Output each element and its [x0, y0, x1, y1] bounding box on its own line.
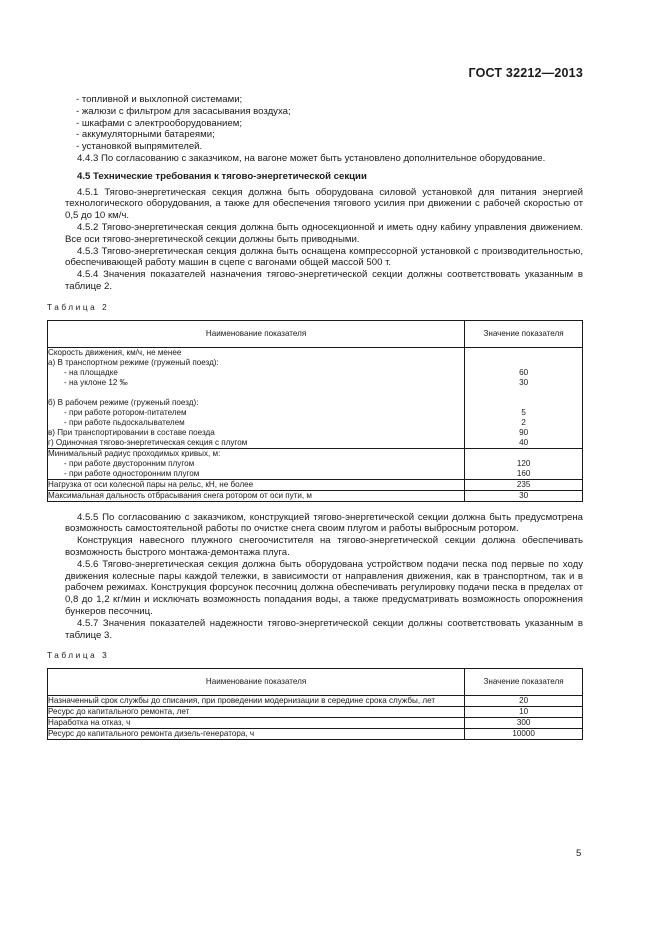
- column-header: Значение показателя: [465, 320, 583, 347]
- list-item: - топливной и выхлопной системами;: [76, 94, 243, 105]
- table-2: [47, 320, 583, 502]
- table-header-row: [48, 320, 583, 347]
- column-header: Наименование показателя: [48, 669, 465, 696]
- table-cell-value: [465, 448, 583, 479]
- table-row: [48, 707, 583, 718]
- table-row: [48, 718, 583, 729]
- page-number: 5: [576, 848, 582, 859]
- bullet-list: [65, 94, 583, 153]
- table-row: [48, 448, 583, 479]
- row-label: Скорость движения, км/ч, не менее: [48, 347, 182, 357]
- table-cell-label: Ресурс до капитального ремонта дизель-генератора, ч: [48, 729, 465, 740]
- table-3-caption: Таблица 3: [47, 651, 110, 661]
- column-header: Значение показателя: [465, 669, 583, 696]
- table-cell-value: 20: [465, 696, 583, 707]
- row-label: г) Одиночная тягово-энергетическая секция с плугом: [48, 437, 248, 447]
- list-item: - аккумуляторными батареями;: [76, 129, 215, 141]
- table-cell-label: Нагрузка от оси колесной пары на рельс, кН, не более: [48, 479, 465, 490]
- paragraph-4-5-3: 4.5.3 Тягово-энергетическая секция должна быть оснащена компрессорной установкой с производительностью, обеспечивающей работу машин в сцепе с вагонами общей массой 500 т.: [65, 245, 583, 269]
- row-value: 2: [521, 417, 526, 427]
- table-row: [48, 490, 583, 501]
- row-label: - на площадке: [64, 367, 118, 377]
- row-value: 5: [521, 407, 526, 417]
- table-row: [48, 729, 583, 740]
- paragraph-plow: Конструкция навесного плужного снегоочистителя на тягово-энергетической секции должна обеспечивать возможность быстрого монтажа-демонтажа плуга.: [65, 535, 583, 558]
- column-header: Наименование показателя: [48, 320, 465, 347]
- table-cell-value: 30: [465, 490, 583, 501]
- row-label: - при работе двусторонним плугом: [64, 458, 195, 468]
- list-item: - установкой выпрямителей.: [76, 141, 203, 153]
- table-cell-label: [48, 347, 465, 448]
- section-heading-4-5: 4.5 Технические требования к тягово-энергетической секции: [77, 170, 367, 182]
- paragraph-4-5-4: 4.5.4 Значения показателей назначения тягово-энергетической секции должны соответствовать указанным в таблице 2.: [65, 269, 583, 292]
- row-value: 40: [519, 437, 529, 447]
- table-cell-label: Наработка на отказ, ч: [48, 718, 465, 729]
- table-row: [48, 479, 583, 490]
- list-item: - шкафами с электрооборудованием;: [76, 117, 242, 129]
- table-row: [48, 696, 583, 707]
- list-item: - жалюзи с фильтром для засасывания воздуха;: [76, 105, 291, 117]
- row-label: - на уклоне 12 ‰: [64, 377, 128, 387]
- row-label: в) При транспортировании в составе поезда: [48, 427, 215, 437]
- document-header: ГОСТ 32212—2013: [468, 66, 583, 80]
- table-cell-label: Ресурс до капитального ремонта, лет: [48, 707, 465, 718]
- row-value: 160: [516, 468, 531, 478]
- row-value: 90: [519, 427, 529, 437]
- table-2-caption: Таблица 2: [47, 302, 110, 312]
- row-label: - при работе пьдоскалывателем: [64, 417, 185, 427]
- row-label: а) В транспортном режиме (груженый поезд):: [48, 357, 219, 367]
- row-value: 30: [519, 377, 529, 387]
- table-cell-label: Максимальная дальность отбрасывания снега ротором от оси пути, м: [48, 490, 465, 501]
- table-cell-label: Назначенный срок службы до списания, при проведении модернизации в середине срока службы, лет: [48, 696, 465, 707]
- table-cell-value: 10: [465, 707, 583, 718]
- paragraph-4-5-7: 4.5.7 Значения показателей надежности тягово-энергетической секции должны соответствовать указанным в таблице 3.: [65, 617, 583, 641]
- document-body: [47, 94, 583, 740]
- table-3: [47, 668, 583, 740]
- row-label: - при работе односторонним плугом: [64, 468, 200, 478]
- table-header-row: [48, 669, 583, 696]
- row-label: б) В рабочем режиме (груженый поезд):: [48, 397, 199, 407]
- paragraph-4-5-6: 4.5.6 Тягово-энергетическая секция должна быть оборудована устройством подачи песка под первые по ходу движения колесные пары каждой тележки, в зависимости от направления движения, как в транспортном, так и в рабочем режимах. Конструкция форсунок песочниц должна обеспечивать регулировку подачи песка в пределах от 0,8 до 1,2 кг/мин и исключать возможность попадания воды, а также предусматривать возможность опорожнения бункеров песочниц.: [65, 558, 583, 617]
- paragraph-4-4-3: 4.4.3 По согласованию с заказчиком, на вагоне может быть установлено дополнительное оборудование.: [77, 152, 546, 164]
- row-label: Минимальный радиус проходимых кривых, м:: [48, 448, 221, 458]
- paragraph-4-5-1: 4.5.1 Тягово-энергетическая секция должна быть оборудована силовой установкой для питания энергией технологического оборудования, а также для обеспечения тягового усилия при движении с рабочей скоростью от 0,5 до 10 км/ч.: [65, 186, 583, 222]
- paragraph-4-5-2: 4.5.2 Тягово-энергетическая секция должна быть односекционной и иметь одну кабину управления движением. Все оси тягово-энергетической секции должны быть приводными.: [65, 221, 583, 245]
- paragraph-4-5-5: 4.5.5 По согласованию с заказчиком, конструкцией тягово-энергетической секции должна быть предусмотрена возможность самостоятельной работы по очистке снега своим плугом и работы выбросным ротором.: [65, 511, 583, 535]
- spacer: [48, 388, 464, 398]
- table-cell-value: 235: [465, 479, 583, 490]
- table-row: [48, 347, 583, 448]
- table-cell-label: [48, 448, 465, 479]
- table-cell-value: 300: [465, 718, 583, 729]
- row-value: 60: [519, 367, 529, 377]
- table-cell-value: [465, 347, 583, 448]
- row-value: 120: [516, 458, 531, 468]
- row-label: - при работе ротором-питателем: [64, 407, 187, 417]
- table-cell-value: 10000: [465, 729, 583, 740]
